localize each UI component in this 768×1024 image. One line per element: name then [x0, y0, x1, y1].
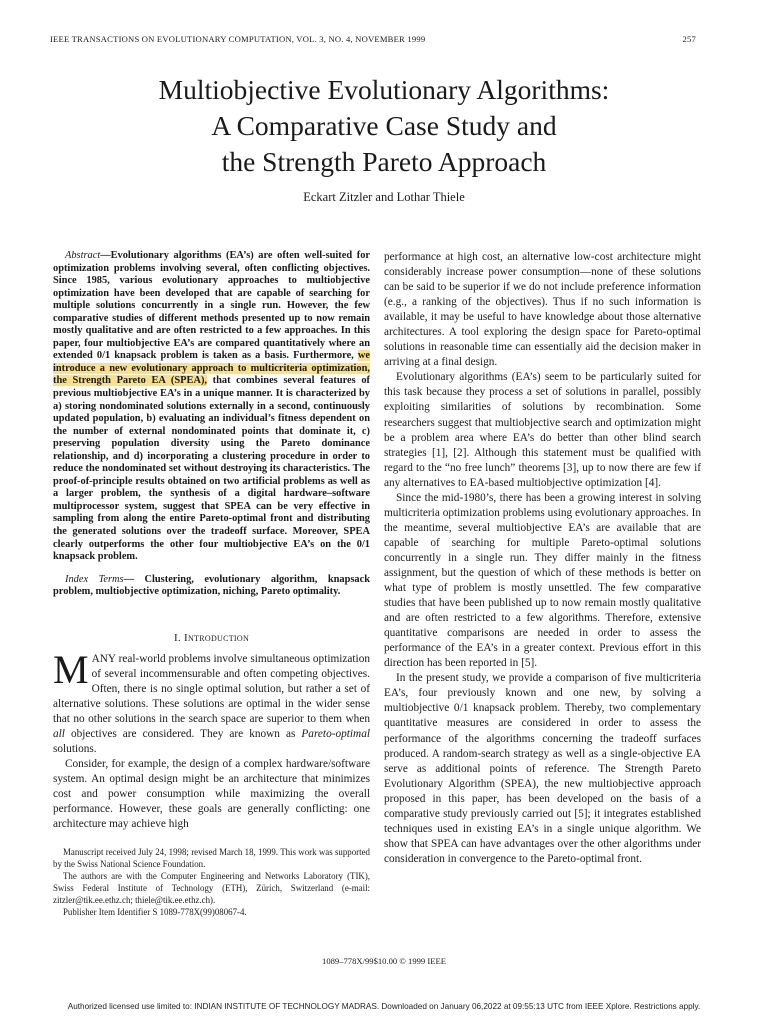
- paper-title: [0, 72, 768, 180]
- footnotes: [53, 846, 370, 918]
- title-line-3: the Strength Pareto Approach: [221, 146, 547, 177]
- footnote-3: Publisher Item Identifier S 1089-778X(99)08067-4.: [63, 907, 247, 918]
- authors: Eckart Zitzler and Lothar Thiele: [303, 190, 465, 204]
- page-number: 257: [682, 34, 696, 44]
- copyright-line: 1089–778X/99$10.00 © 1999 IEEE: [322, 956, 446, 966]
- license-footer: Authorized licensed use limited to: INDIAN INSTITUTE OF TECHNOLOGY MADRAS. Downloaded on January 06,2022 at 09:55:13 UTC from IEEE Xplore. Restrictions apply.: [67, 1002, 701, 1011]
- title-line-2: A Comparative Case Study and: [211, 110, 557, 141]
- drop-cap: M: [53, 646, 89, 692]
- abstract-text-2: that combines several features of previous multiobjective EA’s in a unique manner. It is characterized by a) storing nondominated solutions externally in a second, continuously updated population, b) evaluating an individual’s fitness dependent on the number of external nondominated points that dominate it, c) preserving population diversity using the Pareto dominance relationship, and d) incorporating a clustering procedure in order to reduce the nondominated set without destroying its characteristics. The proof-of-principle results obtained on two artificial problems as well as a larger problem, the synthesis of a digital hardware–software multiprocessor system, suggest that SPEA can be very effective in sampling from along the entire Pareto-optimal front and distributing the generated solutions over the tradeoff surface. Moreover, SPEA clearly outperforms the other four multiobjective EA’s on the 0/1 knapsack problem.: [53, 375, 370, 563]
- right-paragraph-1: performance at high cost, an alternative low-cost architecture might considerably increase power consumption—none of these solutions can be said to be superior if we do not include preference information (e.g., a ranking of the objectives). Thus if no such information is available, it may be useful to have knowledge about those alternative architectures. A tool exploring the design space for Pareto-optimal solutions in reasonable time can essentially aid the decision maker in arriving at a final design.: [384, 251, 701, 369]
- section-number: I.: [173, 631, 181, 644]
- running-header: [50, 34, 696, 44]
- index-terms-label: Index Terms: [65, 573, 124, 585]
- intro-p1-end: solutions.: [53, 743, 97, 756]
- index-terms-text: Clustering, evolutionary algorithm, knapsack problem, multiobjective optimization, niching, Pareto optimality.: [53, 573, 370, 598]
- intro-paragraph-1: [53, 646, 370, 757]
- intro-paragraph-2: Consider, for example, the design of a complex hardware/software system. An optimal design might be an architecture that minimizes cost and power consumption while maximizing the overall performance. However, these goals are generally conflicting: one architecture may achieve high: [53, 758, 370, 831]
- highlighted-text[interactable]: we introduce a new evolutionary approach to multicriteria optimization, the Strength Pareto EA (SPEA),: [53, 350, 370, 387]
- section-title: Introduction: [184, 631, 250, 644]
- right-paragraph-2: Evolutionary algorithms (EA’s) seem to be particularly suited for this task because they process a set of solutions in parallel, possibly exploiting similarities of solutions by recombination. Some researchers suggest that multiobjective search and optimization might be a problem area where EA’s do better than other blind search strategies [1], [2]. Although this statement must be qualified with regard to the “no free lunch” theorems [3], up to now there are few if any alternatives to EA-based multiobjective optimization [4].: [384, 371, 701, 489]
- right-paragraph-3: Since the mid-1980’s, there has been a growing interest in solving multicriteria optimization problems using evolutionary approaches. In the meantime, several multiobjective EA’s are available that are capable of searching for multiple Pareto-optimal solutions concurrently in a single run. They differ mainly in the fitness assignment, but the question of which of these methods is better on what type of problem is mostly unsettled. The few comparative studies that have been published up to now remain mostly qualitative and are often restricted to a few algorithms. Therefore, extensive quantitative comparisons are needed in order to assess the performance of the EA’s in a greater context. Previous effort in this direction has been reported in [5].: [384, 491, 701, 670]
- intro-p1-italic: all: [53, 728, 65, 741]
- intro-p1-italic2: Pareto-optimal: [301, 728, 370, 741]
- title-line-1: Multiobjective Evolutionary Algorithms:: [158, 74, 610, 105]
- intro-p1-mid: objectives are considered. They are known as: [64, 728, 302, 741]
- left-column: [53, 250, 370, 918]
- intro-p1-text: ANY real-world problems involve simultaneous optimization of several incommensurable and often competing objectives. Often, there is no single optimal solution, but rather a set of alternative solutions. These solutions are optimal in the wider sense that no other solutions in the search space are superior to them when: [53, 652, 370, 725]
- right-paragraph-4: In the present study, we provide a comparison of five multicriteria EA’s, four previously known and one new, by solving a multiobjective 0/1 knapsack problem. Thereby, two complementary quantitative measures are considered in order to assess the performance of the algorithms concerning the tradeoff surfaces produced. A random-search strategy as well as a single-objective EA serve as additional points of reference. The Strength Pareto Evolutionary Algorithm (SPEA), the new multiobjective approach proposed in this paper, has been developed on the basis of a comparative study previously carried out [5]; it integrates established techniques used in existing EA’s in a single unique algorithm. We show that SPEA can have advantages over the other algorithms under consideration in convergence to the Pareto-optimal front.: [384, 672, 701, 865]
- abstract: Abstract—Evolutionary algorithms (EA’s) are often well-suited for optimization problems involving several, often conflicting objectives. Since 1985, various evolutionary approaches to multiobjective optimization have been developed that are capable of searching for multiple solutions concurrently in a single run. However, the few comparative studies of different methods presented up to now remain mostly qualitative and are often restricted to a few approaches. In this paper, four multiobjective EA’s are compared quantitatively where an extended 0/1 knapsack problem is taken as a basis. Furthermore, we introduce a new evolutionary approach to multicriteria optimization, the Strength Pareto EA (SPEA), that combines several features of previous multiobjective EA’s in a unique manner. It is characterized by a) storing nondominated solutions externally in a second, continuously updated population, b) evaluating an individual’s fitness dependent on the number of external nondominated points that dominate it, c) preserving population diversity using the Pareto dominance relationship, and d) incorporating a clustering procedure in order to reduce the nondominated set without destroying its characteristics. The proof-of-principle results obtained on two artificial problems as well as a larger problem, the synthesis of a digital hardware–software multiprocessor system, suggest that SPEA can be very effective in sampling from along the entire Pareto-optimal front and distributing the generated solutions over the tradeoff surface. Moreover, SPEA clearly outperforms the other four multiobjective EA’s on the 0/1 knapsack problem. Index Terms— Clustering, evolutionary algorithm, knapsack problem, multiobjective optimization, niching, Pareto optimality.: [53, 250, 370, 598]
- abstract-label: Abstract: [65, 250, 101, 261]
- footnote-1: Manuscript received July 24, 1998; revised March 18, 1999. This work was supported by the Swiss National Science Foundation.: [53, 847, 370, 870]
- right-column: [384, 250, 701, 867]
- section-heading: [53, 631, 370, 646]
- introduction-body: [53, 646, 370, 833]
- journal-header: IEEE TRANSACTIONS ON EVOLUTIONARY COMPUTATION, VOL. 3, NO. 4, NOVEMBER 1999: [50, 34, 426, 44]
- footnote-2: The authors are with the Computer Engineering and Networks Laboratory (TIK), Swiss Federal Institute of Technology (ETH), Zürich, Switzerland (e-mail: zitzler@tik.ee.ethz.ch; thiele@tik.ee.ethz.ch).: [53, 871, 370, 906]
- abstract-text-1: Evolutionary algorithms (EA’s) are often well-suited for optimization problems involving several, often conflicting objectives. Since 1985, various evolutionary approaches to multiobjective optimization have been developed that are capable of searching for multiple solutions concurrently in a single run. However, the few comparative studies of different methods presented up to now remain mostly qualitative and are often restricted to a few approaches. In this paper, four multiobjective EA’s are compared quantitatively where an extended 0/1 knapsack problem is taken as a basis. Furthermore,: [53, 250, 370, 362]
